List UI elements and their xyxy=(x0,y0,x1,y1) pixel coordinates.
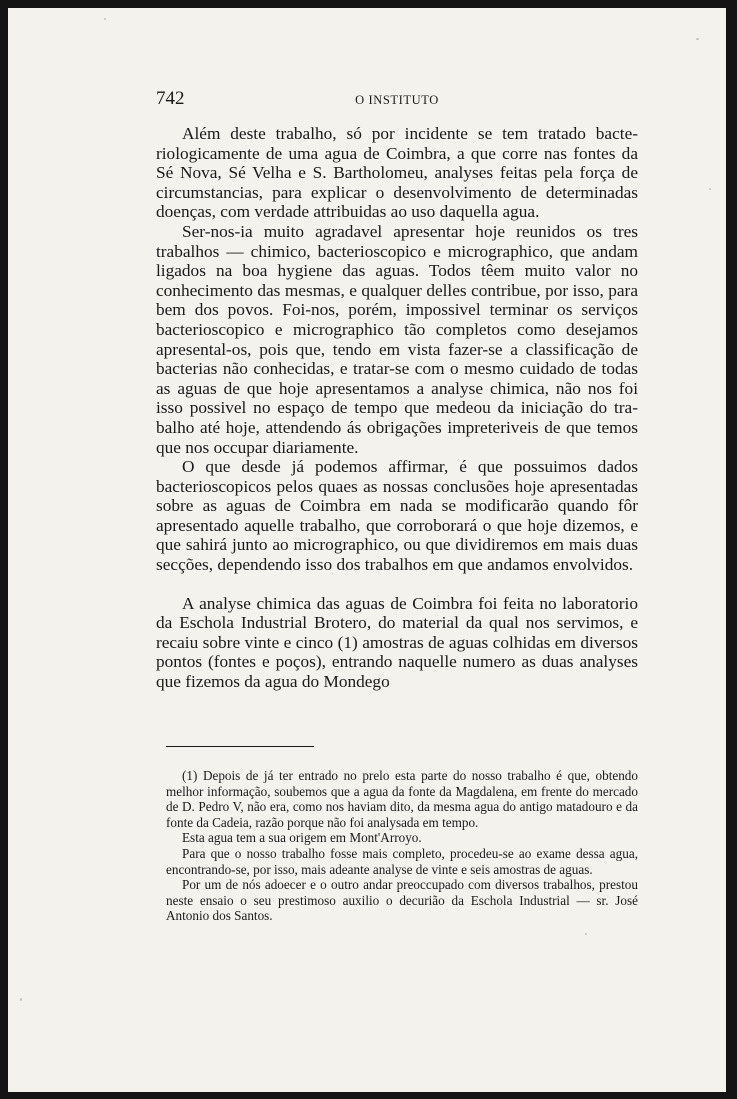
paper-speck xyxy=(20,998,22,1001)
running-title: O INSTITUTO xyxy=(355,93,439,107)
paper-speck xyxy=(585,933,587,935)
main-text xyxy=(156,124,638,692)
paper-speck xyxy=(104,18,106,20)
paper-speck xyxy=(696,38,699,40)
footnote: Esta agua tem a sua origem em Mont'Arroyo. xyxy=(182,830,422,846)
footnotes xyxy=(166,768,638,924)
footnote-divider xyxy=(166,746,314,747)
footnote: Por um de nós adoecer e o outro andar preoccupado com diversos trabalhos, prestou neste ensaio o seu prestimoso auxilio o decurião da Eschola Industrial — sr. José Antonio dos Santos. xyxy=(166,877,638,924)
paragraph: Além deste trabalho, só por incidente se tem tratado bacteriologicamente de uma agua de Coimbra, a que corre nas fontes da Sé Nova, Sé Velha e S. Bartholomeu, analyses feitas pela força de circumstancias, para explicar o desenvolvimento de determinadas doenças, com verdade attribuidas ao uso daquella agua. xyxy=(156,124,638,222)
book-page xyxy=(8,8,726,1092)
page-header xyxy=(156,88,638,112)
footnote: (1) Depois de já ter entrado no prelo esta parte do nosso trabalho é que, obtendo melhor informação, soubemos que a agua da fonte da Magdalena, em frente do mercado de D. Pedro V, não era, como nos haviam dito, da mesma agua do antigo matadouro e da fonte da Cadeia, razão porque não foi analysada em tempo. xyxy=(166,768,638,830)
page-number: 742 xyxy=(156,88,185,109)
paragraph: O que desde já podemos affirmar, é que possuimos dados bacterioscopicos pelos quaes as nossas conclusões hoje apresentadas sobre as aguas de Coimbra em nada se modificarão quando fôr apresentado aquelle trabalho, que corroborará o que hoje dizemos, e que sahirá junto ao micrographico, ou que dividiremos em mais duas secções, dependendo isso dos trabalhos em que andamos envolvidos. xyxy=(156,457,638,575)
paragraph: A analyse chimica das aguas de Coimbra foi feita no laboratorio da Escholа Industrial Brotero, do material da qual nos servimos, e recaiu sobre vinte e cinco (1) amostras de aguas colhidas em diversos pontos (fontes e poços), entrando naquelle numero as duas analyses que fizemos da agua do Mondego xyxy=(156,593,638,692)
paper-speck xyxy=(709,188,711,190)
footnote: Para que o nosso trabalho fosse mais completo, procedeu-se ao exame dessa agua, encontrando-se, por isso, mais adeante analyse de vinte e seis amostras de aguas. xyxy=(166,845,638,877)
paragraph: Ser-nos-ia muito agradavel apresentar hoje reunidos os tres trabalhos — chimico, bacterioscopico e micrographico, que andam ligados na boa hygiene das aguas. Todos têem muito valor no conhecimento das mesmas, e qualquer delles contribue, por isso, para bem dos povos. Foi-nos, porém, impossivel terminar os serviços bacterioscopico e micrographico tão completos como desejamos apresental-os, pois que, tendo em vista fazer-se a classificação de bacterias não conhecidas, e tratar-se com o mesmo cuidado de todas as aguas de que hoje apresentamos a analyse chimica, não nos foi isso possivel no espaço de tempo que medeou da iniciação do trabalho até hoje, attendendo ás obrigações impreteriveis de que temos que nos occupar diariamente. xyxy=(156,221,638,457)
